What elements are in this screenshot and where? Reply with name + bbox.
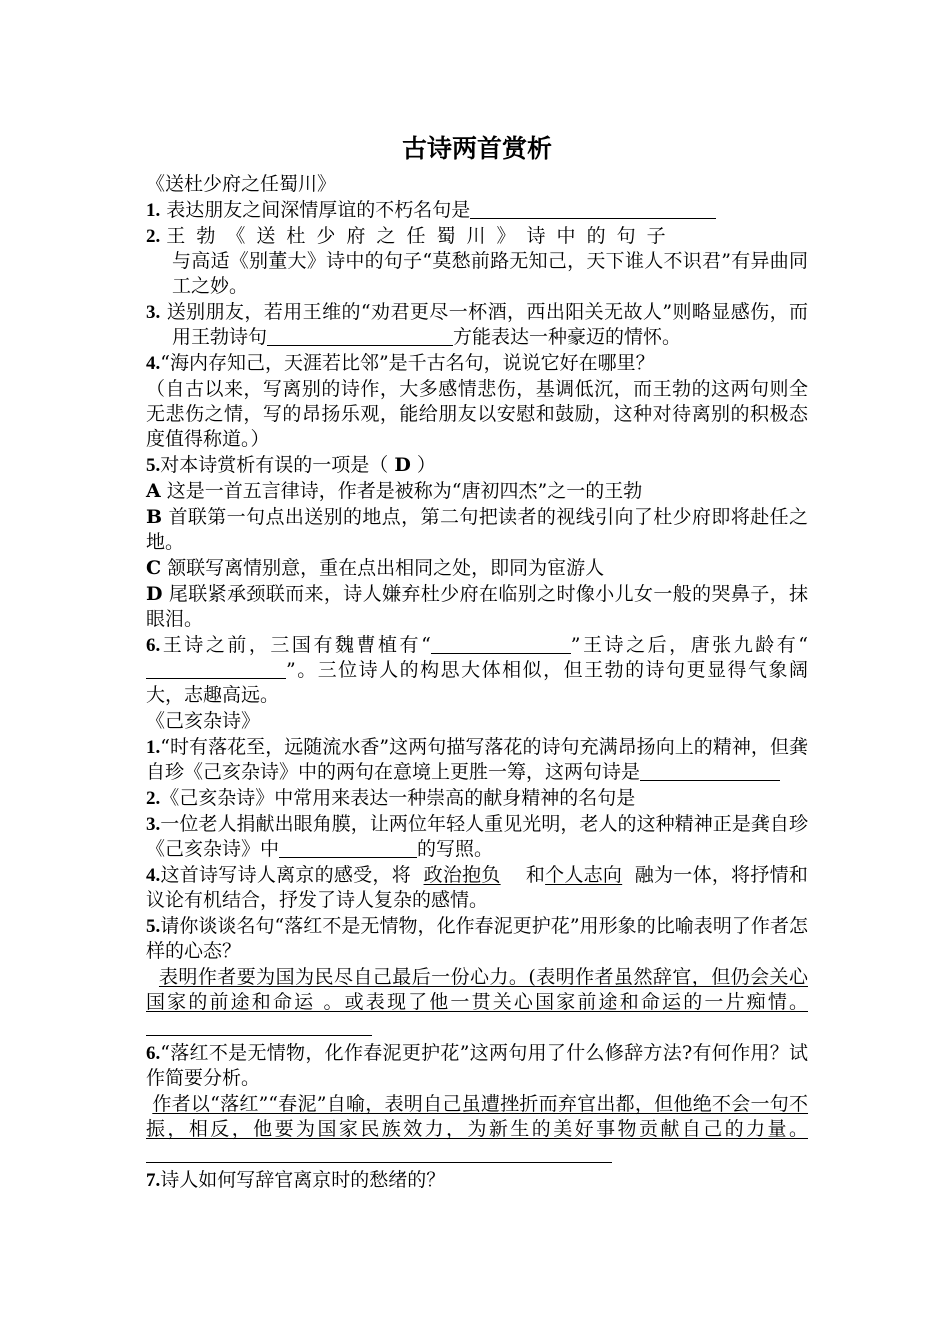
document	[146, 132, 808, 1194]
s1-q6-text-a: 王诗之前，三国有魏曹植有“	[160, 634, 431, 656]
s2-q4-answer-2: 个人志向	[545, 864, 623, 886]
s2-q6-answer-line	[146, 1142, 612, 1163]
option-c	[146, 556, 808, 581]
option-a	[146, 479, 808, 504]
s2-question-1	[146, 735, 808, 785]
s2-q2-text: 《己亥杂诗》中常用来表达一种崇高的献身精神的名句是	[160, 787, 636, 809]
s2-q4-text-c: 融为一体，将抒情和议论有机结合，抒发了诗人复杂的感情。	[146, 864, 808, 911]
s2-q6-text: “落红不是无情物，化作春泥更护花”这两句用了什么修辞方法?有何作用？试作简要分析。	[146, 1042, 808, 1089]
s1-question-4	[146, 351, 808, 376]
s1-q3-blank[interactable]	[267, 325, 453, 346]
s1-q1-blank[interactable]	[470, 198, 716, 219]
option-a-text: 这是一首五言律诗，作者是被称为“唐初四杰”之一的王勃	[166, 480, 643, 502]
s1-q5-text: 对本诗赏析有误的一项是（	[160, 454, 389, 476]
section2-heading: 《己亥杂诗》	[146, 710, 261, 732]
s1-q6-number: 6.	[146, 635, 161, 656]
s2-q3-number: 3.	[146, 814, 161, 835]
s2-q6-answer	[146, 1092, 808, 1167]
s1-q2-number: 2.	[146, 226, 161, 247]
option-c-letter: C	[146, 557, 162, 579]
s2-q6-answer-text: 作者以“落红”“春泥”自喻，表明自己虽遭挫折而弃官出都，但他绝不会一句不振，相反，他要为国家民族效力，为新生的美好事物贡献自己的力量。	[146, 1093, 809, 1140]
s2-q1-blank[interactable]	[640, 760, 780, 781]
s1-q2-text-b: 与高适《别董大》诗中的句子“莫愁前路无知己，天下谁人不识君”有异曲同工之妙。	[172, 250, 808, 297]
s1-question-6	[146, 633, 808, 708]
s1-q6-blank-1[interactable]	[431, 633, 571, 654]
s2-q3-text-a: 一位老人捐献出眼角膜，让两位年轻人重见光明，老人的这种精神正是龚自珍《己亥杂诗》中	[146, 813, 808, 860]
s2-q5-text: 请你谈谈名句“落红不是无情物，化作春泥更护花”用形象的比喻表明了作者怎样的心态？	[146, 915, 808, 962]
s2-q4-number: 4.	[146, 865, 161, 886]
s1-question-1	[146, 198, 808, 223]
section1-heading: 《送杜少府之任蜀川》	[146, 173, 337, 195]
s2-q3-blank[interactable]	[279, 837, 417, 858]
s2-question-5	[146, 914, 808, 964]
s1-q1-text: 表达朋友之间深情厚谊的不朽名句是	[166, 199, 471, 221]
s1-q4-text: “海内存知己，天涯若比邻”是千古名句，说说它好在哪里？	[160, 352, 655, 374]
option-d-text: 尾联紧承颈联而来，诗人嫌弃杜少府在临别之时像小儿女一般的哭鼻子，抹眼泪。	[146, 583, 808, 630]
s1-q3-text-b: 方能表达一种豪迈的情怀。	[453, 326, 682, 348]
s1-q5-answer: D	[394, 454, 411, 476]
option-b-text: 首联第一句点出送别的地点，第二句把读者的视线引向了杜少府即将赴任之地。	[146, 506, 808, 553]
s2-q2-number: 2.	[146, 788, 161, 809]
s2-question-2	[146, 786, 808, 811]
s2-q4-answer-1: 政治抱负	[423, 864, 501, 886]
s1-q5-close: ）	[416, 454, 436, 476]
s2-q7-number: 7.	[146, 1170, 161, 1191]
s2-q7-text: 诗人如何写辞官离京时的愁绪的？	[160, 1169, 446, 1191]
s1-question-2	[146, 224, 808, 299]
s2-q3-text-b: 的写照。	[417, 838, 494, 860]
s1-q4-number: 4.	[146, 353, 161, 374]
s2-q5-answer	[146, 965, 808, 1040]
s2-q5-answer-line	[146, 1015, 372, 1036]
s1-question-3	[146, 300, 808, 350]
s2-question-3	[146, 812, 808, 862]
page-title: 古诗两首赏析	[401, 134, 552, 163]
option-b	[146, 505, 808, 555]
s2-q4-text-a: 这首诗写诗人离京的感受，将	[160, 864, 411, 886]
s1-q6-blank-2[interactable]	[146, 658, 286, 679]
s1-q2-text-a: 王勃《送杜少府之任蜀川》诗中的句子	[166, 225, 677, 247]
s1-q5-number: 5.	[146, 455, 161, 476]
s1-q4-answer: （自古以来，写离别的诗作，大多感情悲伤，基调低沉，而王勃的这两句则全无悲伤之情，写的昂扬乐观，能给朋友以安慰和鼓励，这种对待离别的积极态度值得称道。）	[146, 378, 808, 450]
s2-q5-number: 5.	[146, 916, 161, 937]
s1-q1-number: 1.	[146, 200, 161, 221]
s1-q3-text-a: 送别朋友，若用王维的“劝君更尽一杯酒，西出阳关无故人”则略显感伤，而用王勃诗句	[166, 301, 808, 348]
s2-q1-number: 1.	[146, 737, 161, 758]
s2-q1-text: “时有落花至，远随流水香”这两句描写落花的诗句充满昂扬向上的精神，但龚自珍《己亥杂诗》中的两句在意境上更胜一筹，这两句诗是	[146, 736, 808, 783]
option-b-letter: B	[146, 506, 163, 528]
s2-question-4	[146, 863, 808, 913]
option-d-letter: D	[146, 583, 163, 605]
s2-q4-text-b: 和	[525, 864, 546, 886]
option-d	[146, 582, 808, 632]
s1-q3-number: 3.	[146, 302, 161, 323]
option-c-text: 颔联写离情别意，重在点出相同之处，即同为宦游人	[167, 557, 605, 579]
option-a-letter: A	[146, 480, 161, 502]
s1-q6-text-c: ”。三位诗人的构思大体相似，但王勃的诗句更显得气象阔大，志趣高远。	[146, 659, 808, 706]
s1-question-5	[146, 453, 808, 478]
s2-question-6	[146, 1041, 808, 1091]
s2-q6-number: 6.	[146, 1043, 161, 1064]
s2-q5-answer-text: 表明作者要为国为民尽自己最后一份心力。(表明作者虽然辞官，但仍会关心国家的前途和命运 。或表现了他一贯关心国家前途和命运的一片痴情。	[146, 966, 808, 1013]
s2-question-7	[146, 1168, 808, 1193]
s1-q6-text-b: ”王诗之后，唐张九龄有“	[570, 634, 808, 656]
